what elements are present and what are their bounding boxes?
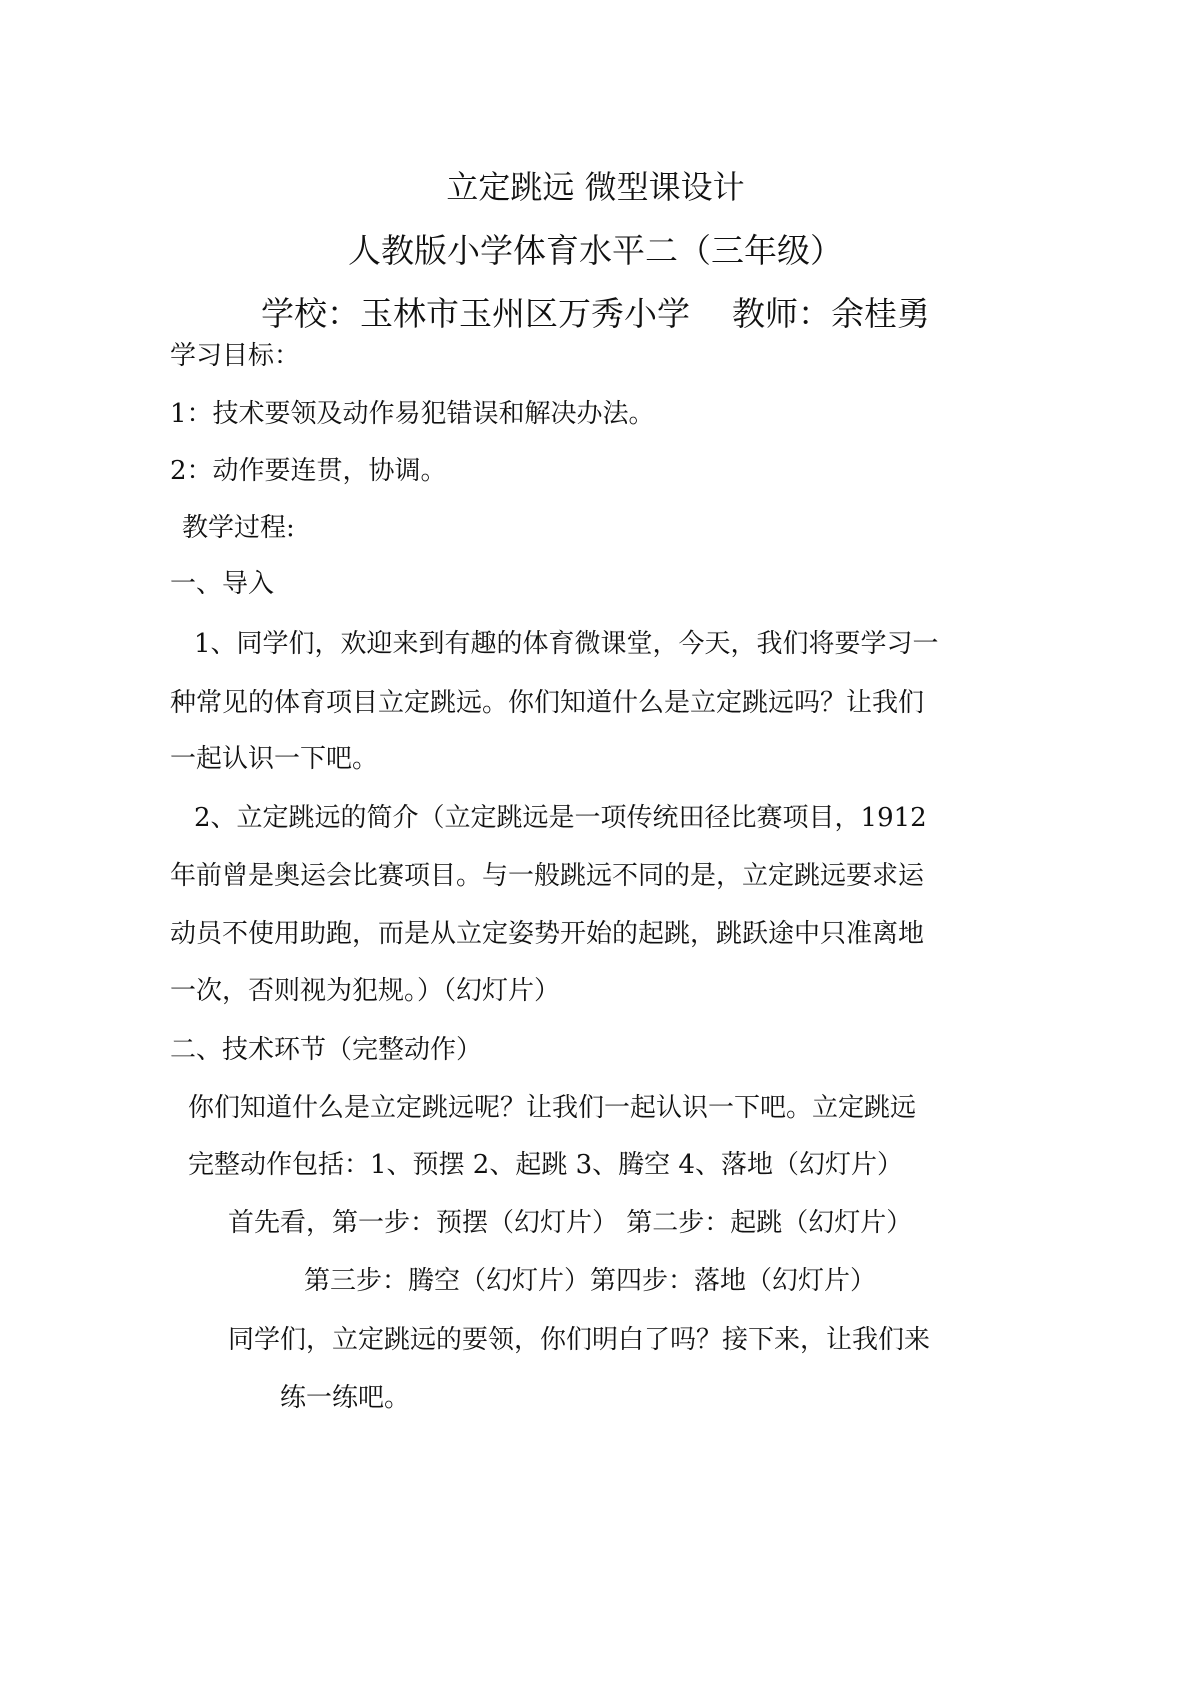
intro-paragraph-2-line-4: 一次，否则视为犯规。）（幻灯片） xyxy=(170,976,561,1006)
goal-item-2: 2：动作要连贯，协调。 xyxy=(170,456,447,486)
process-heading: 教学过程: xyxy=(182,513,295,543)
school-name: 学校：玉林市玉州区万秀小学 xyxy=(261,294,690,333)
intro-paragraph-2-line-3: 动员不使用助跑，而是从立定姿势开始的起跳，跳跃途中只准离地 xyxy=(170,919,925,949)
school-teacher-line xyxy=(0,288,1191,335)
intro-paragraph-2-line-2: 年前曾是奥运会比赛项目。与一般跳远不同的是，立定跳远要求运 xyxy=(170,861,925,891)
goal-item-1: 1：技术要领及动作易犯错误和解决办法。 xyxy=(170,399,655,429)
tech-line-2: 完整动作包括：1、预摆 2、起跳 3、腾空 4、落地（幻灯片） xyxy=(188,1150,903,1180)
tech-line-5: 同学们，立定跳远的要领，你们明白了吗？接下来，让我们来 xyxy=(228,1325,931,1355)
section-2-heading: 二、技术环节（完整动作） xyxy=(170,1035,483,1065)
intro-paragraph-1-line-1: 1、同学们，欢迎来到有趣的体育微课堂，今天，我们将要学习一 xyxy=(194,629,939,659)
document-subtitle: 人教版小学体育水平二（三年级） xyxy=(348,231,843,270)
intro-paragraph-1-line-2: 种常见的体育项目立定跳远。你们知道什么是立定跳远吗？让我们 xyxy=(170,688,925,718)
intro-paragraph-1-line-3: 一起认识一下吧。 xyxy=(170,744,379,774)
tech-line-6: 练一练吧。 xyxy=(280,1383,411,1413)
tech-line-4: 第三步：腾空（幻灯片）第四步：落地（幻灯片） xyxy=(304,1266,877,1296)
tech-line-1: 你们知道什么是立定跳远呢？让我们一起认识一下吧。立定跳远 xyxy=(188,1093,917,1123)
section-1-heading: 一、导入 xyxy=(170,569,275,599)
document-title: 立定跳远 微型课设计 xyxy=(446,168,745,206)
tech-line-3: 首先看，第一步：预摆（幻灯片） 第二步：起跳（幻灯片） xyxy=(228,1208,913,1238)
teacher-name: 教师：余桂勇 xyxy=(732,294,930,333)
intro-paragraph-2-line-1: 2、立定跳远的简介（立定跳远是一项传统田径比赛项目，1912 xyxy=(194,803,927,833)
goals-heading: 学习目标： xyxy=(170,341,301,371)
